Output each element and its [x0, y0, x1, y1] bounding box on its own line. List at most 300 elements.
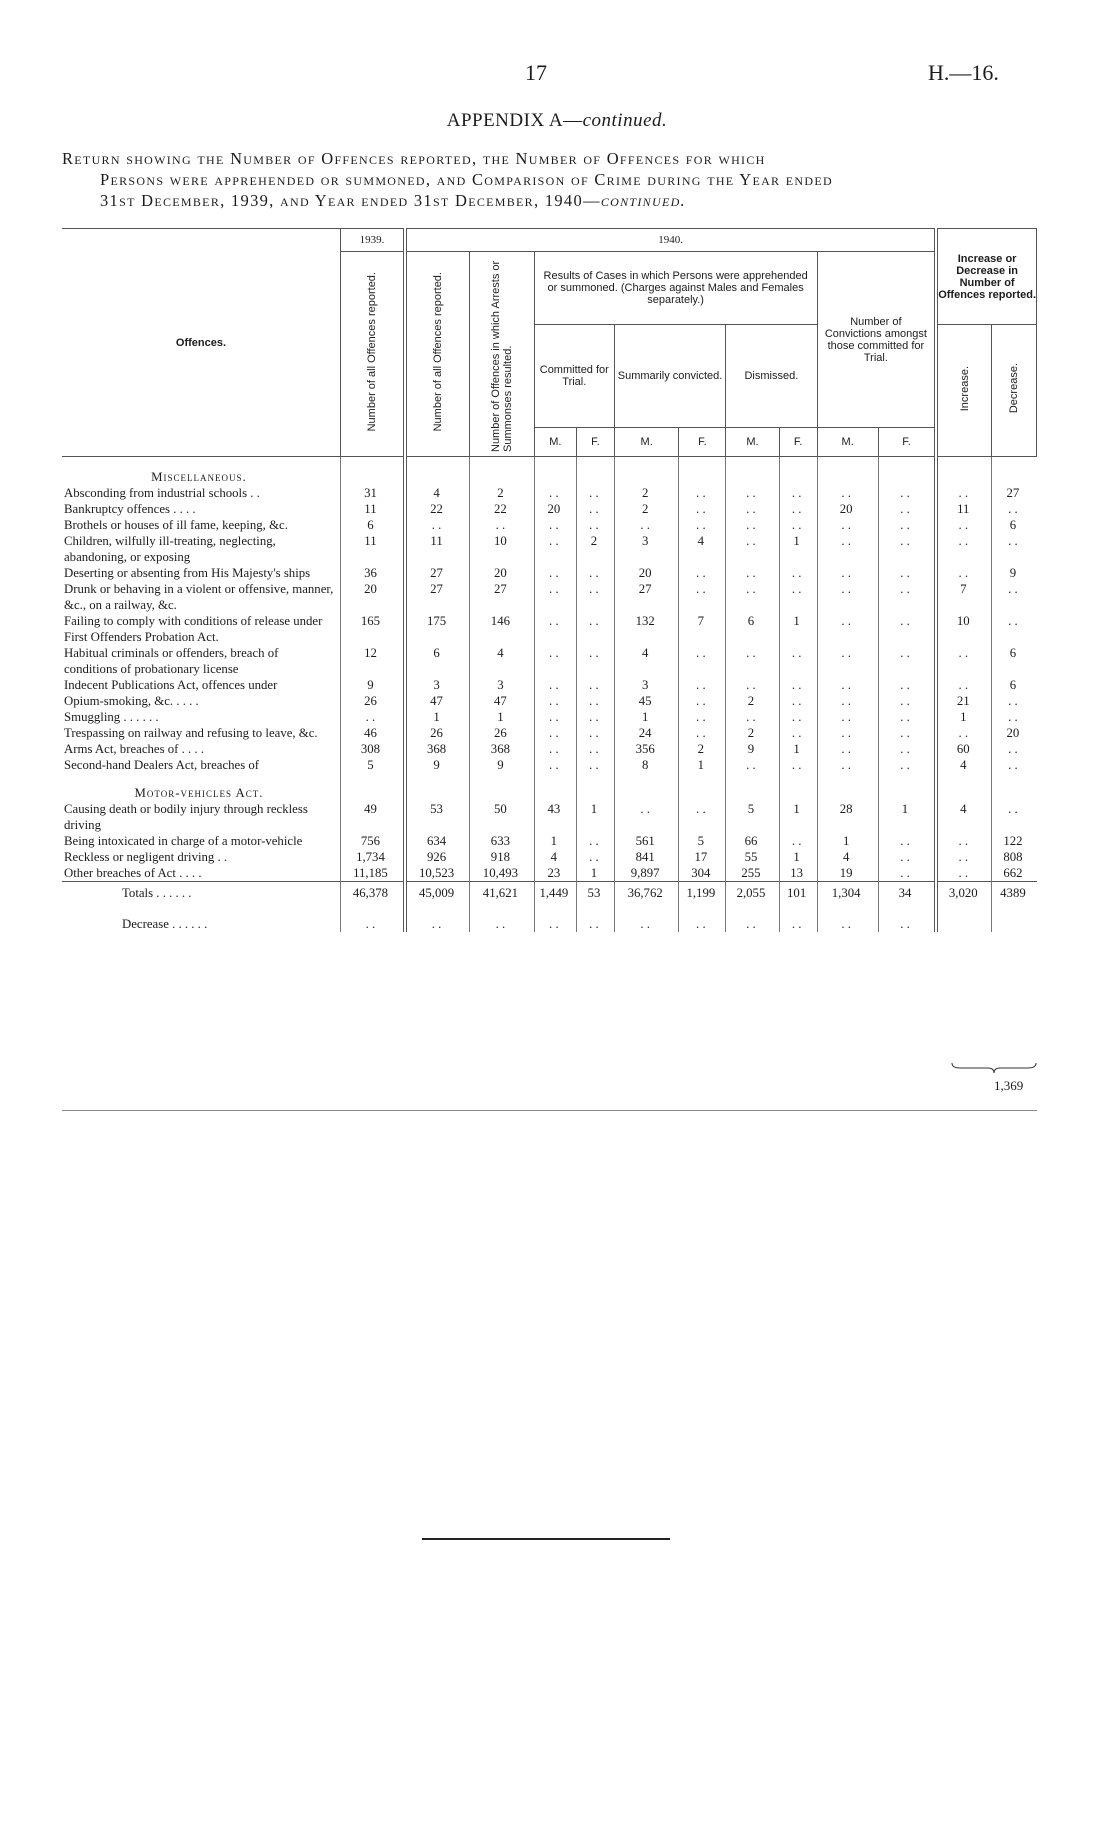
section-spacer-cell: [992, 457, 1037, 486]
cell-col-4: 1,449: [534, 882, 576, 905]
cell-col-5: 2: [577, 533, 615, 565]
heading-line-3-continued: continued.: [600, 191, 686, 210]
cell-col-1: 1,734: [340, 849, 405, 865]
cell-col-7: . .: [679, 645, 726, 677]
cell-col-10: 20: [817, 501, 878, 517]
cell-col-2: 11: [405, 533, 470, 565]
summarily-f-header: F.: [679, 428, 726, 457]
cell-col-8: 9: [726, 741, 779, 757]
cell-col-6: 3: [614, 533, 679, 565]
cell-col-4: . .: [534, 613, 576, 645]
cell-col-13: [992, 904, 1037, 932]
convictions-f-header: F.: [878, 428, 936, 457]
cell-col-3: 2: [470, 485, 535, 501]
cell-col-4: . .: [534, 709, 576, 725]
section-spacer-cell: [470, 773, 535, 801]
offence-label: Other breaches of Act . . . .: [64, 866, 202, 880]
section-header-row: [62, 773, 1037, 801]
offence-label: Reckless or negligent driving . .: [64, 850, 228, 864]
dismissed-f-header: F.: [779, 428, 817, 457]
increase-header: [936, 325, 992, 457]
cell-col-4: 23: [534, 865, 576, 882]
cell-col-3: 20: [470, 565, 535, 581]
offence-label: Children, wilfully ill-treating, neglecting, abandoning, or exposing: [64, 534, 276, 564]
table-row: [62, 613, 1037, 645]
cell-col-2: 45,009: [405, 882, 470, 905]
cell-col-9: . .: [779, 833, 817, 849]
offences-table: [62, 228, 1037, 932]
cell-col-3: 50: [470, 801, 535, 833]
cell-col-8: . .: [726, 709, 779, 725]
section-spacer-cell: [614, 457, 679, 486]
cell-col-9: 1: [779, 533, 817, 565]
cell-col-8: . .: [726, 517, 779, 533]
table-row: [62, 709, 1037, 725]
cell-col-10: . .: [817, 517, 878, 533]
cell-col-3: 27: [470, 581, 535, 613]
section-spacer-cell: [817, 457, 878, 486]
appendix-main: APPENDIX A—: [446, 110, 583, 131]
cell-col-3: 22: [470, 501, 535, 517]
cell-col-2: 27: [405, 565, 470, 581]
cell-col-12: 21: [936, 693, 992, 709]
cell-col-11: . .: [878, 865, 936, 882]
cell-col-8: . .: [726, 904, 779, 932]
cell-col-4: 43: [534, 801, 576, 833]
cell-col-2: 926: [405, 849, 470, 865]
cell-col-12: . .: [936, 565, 992, 581]
section-spacer-cell: [679, 773, 726, 801]
cell-col-10: . .: [817, 709, 878, 725]
cell-col-2: 368: [405, 741, 470, 757]
cell-col-12: . .: [936, 725, 992, 741]
cell-col-1: 308: [340, 741, 405, 757]
cell-col-6: 8: [614, 757, 679, 773]
section-spacer-cell: [340, 773, 405, 801]
cell-col-7: 1: [679, 757, 726, 773]
decrease-header: [992, 325, 1037, 457]
cell-col-12: 10: [936, 613, 992, 645]
all-offences-1939-header: [340, 252, 405, 457]
cell-col-13: . .: [992, 533, 1037, 565]
committed-header: Committed for Trial.: [534, 325, 614, 428]
increase-decrease-header: Increase or Decrease in Number of Offences reported.: [936, 229, 1036, 325]
cell-col-5: . .: [577, 501, 615, 517]
cell-col-1: 165: [340, 613, 405, 645]
cell-col-3: 146: [470, 613, 535, 645]
cell-col-8: 55: [726, 849, 779, 865]
section-spacer-cell: [534, 773, 576, 801]
cell-col-9: . .: [779, 581, 817, 613]
cell-col-13: 9: [992, 565, 1037, 581]
cell-col-10: . .: [817, 613, 878, 645]
cell-col-7: 7: [679, 613, 726, 645]
cell-col-3: 41,621: [470, 882, 535, 905]
cell-col-2: 1: [405, 709, 470, 725]
section-spacer-cell: [936, 773, 992, 801]
cell-col-2: 3: [405, 677, 470, 693]
offences-header: Offences.: [62, 229, 340, 457]
cell-col-13: . .: [992, 613, 1037, 645]
appendix-title: [0, 110, 1114, 132]
cell-col-7: . .: [679, 725, 726, 741]
cell-col-7: . .: [679, 565, 726, 581]
cell-col-10: . .: [817, 677, 878, 693]
cell-col-12: [936, 904, 992, 932]
cell-col-1: 11: [340, 533, 405, 565]
cell-col-10: 19: [817, 865, 878, 882]
section-spacer-cell: [936, 457, 992, 486]
cell-col-9: 1: [779, 613, 817, 645]
all-offences-1939-label: Number of all Offences reported.: [365, 272, 378, 432]
cell-col-1: 9: [340, 677, 405, 693]
cell-col-10: . .: [817, 741, 878, 757]
table-row: [62, 485, 1037, 501]
decrease-row: [62, 904, 1037, 932]
cell-col-6: 1: [614, 709, 679, 725]
cell-col-6: 3: [614, 677, 679, 693]
cell-col-6: 356: [614, 741, 679, 757]
cell-col-8: . .: [726, 581, 779, 613]
cell-col-10: 1: [817, 833, 878, 849]
cell-col-7: . .: [679, 801, 726, 833]
cell-col-11: . .: [878, 757, 936, 773]
cell-col-11: . .: [878, 709, 936, 725]
cell-col-9: . .: [779, 565, 817, 581]
cell-col-4: 1: [534, 833, 576, 849]
cell-col-6: 132: [614, 613, 679, 645]
cell-col-1: 11,185: [340, 865, 405, 882]
cell-col-9: 101: [779, 882, 817, 905]
section-title: Miscellaneous.: [151, 470, 247, 484]
offence-label: Indecent Publications Act, offences under: [64, 678, 278, 692]
summarily-m-header: M.: [614, 428, 679, 457]
page-number: 17: [525, 60, 547, 85]
table-row: [62, 849, 1037, 865]
cell-col-13: . .: [992, 581, 1037, 613]
cell-col-7: 17: [679, 849, 726, 865]
cell-col-12: 4: [936, 801, 992, 833]
cell-col-4: 4: [534, 849, 576, 865]
cell-col-10: 1,304: [817, 882, 878, 905]
cell-col-1: 11: [340, 501, 405, 517]
cell-col-11: . .: [878, 904, 936, 932]
cell-col-6: 27: [614, 581, 679, 613]
cell-col-5: . .: [577, 581, 615, 613]
cell-col-6: 841: [614, 849, 679, 865]
increase-label: Increase.: [958, 365, 971, 412]
cell-col-4: . .: [534, 533, 576, 565]
cell-col-4: . .: [534, 693, 576, 709]
arrests-label: Number of Offences in which Arrests or Summonses resulted.: [489, 260, 514, 452]
offence-label: Totals . . . . . .: [62, 882, 340, 905]
cell-col-6: 36,762: [614, 882, 679, 905]
cell-col-10: . .: [817, 757, 878, 773]
section-spacer-cell: [779, 773, 817, 801]
cell-col-9: . .: [779, 517, 817, 533]
cell-col-3: 1: [470, 709, 535, 725]
offence-label: Brothels or houses of ill fame, keeping, &c.: [64, 518, 288, 532]
cell-col-5: . .: [577, 565, 615, 581]
cell-col-12: 60: [936, 741, 992, 757]
offence-label: Drunk or behaving in a violent or offensive, manner, &c., on a railway, &c.: [64, 582, 334, 612]
cell-col-13: . .: [992, 757, 1037, 773]
cell-col-7: 5: [679, 833, 726, 849]
cell-col-7: . .: [679, 677, 726, 693]
cell-col-4: . .: [534, 565, 576, 581]
cell-col-3: . .: [470, 517, 535, 533]
cell-col-1: . .: [340, 904, 405, 932]
cell-col-3: 10: [470, 533, 535, 565]
cell-col-12: . .: [936, 865, 992, 882]
cell-col-12: . .: [936, 517, 992, 533]
cell-col-5: . .: [577, 645, 615, 677]
offence-label: Deserting or absenting from His Majesty's ships: [64, 566, 311, 580]
cell-col-11: 1: [878, 801, 936, 833]
table-row: [62, 581, 1037, 613]
cell-col-3: 9: [470, 757, 535, 773]
cell-col-4: . .: [534, 517, 576, 533]
cell-col-13: . .: [992, 801, 1037, 833]
cell-col-2: 22: [405, 501, 470, 517]
cell-col-2: 175: [405, 613, 470, 645]
cell-col-2: 9: [405, 757, 470, 773]
cell-col-11: . .: [878, 517, 936, 533]
table-row: [62, 865, 1037, 882]
cell-col-13: 662: [992, 865, 1037, 882]
cell-col-2: . .: [405, 517, 470, 533]
cell-col-9: . .: [779, 725, 817, 741]
cell-col-8: . .: [726, 645, 779, 677]
cell-col-9: . .: [779, 485, 817, 501]
offence-label: Smuggling . . . . . .: [64, 710, 159, 724]
cell-col-1: 5: [340, 757, 405, 773]
cell-col-11: . .: [878, 741, 936, 757]
cell-col-2: 6: [405, 645, 470, 677]
cell-col-6: 9,897: [614, 865, 679, 882]
cell-col-10: . .: [817, 565, 878, 581]
cell-col-11: 34: [878, 882, 936, 905]
cell-col-8: . .: [726, 677, 779, 693]
cell-col-2: 634: [405, 833, 470, 849]
section-spacer-cell: [405, 773, 470, 801]
cell-col-11: . .: [878, 501, 936, 517]
cell-col-5: . .: [577, 757, 615, 773]
cell-col-13: 20: [992, 725, 1037, 741]
cell-col-5: 1: [577, 865, 615, 882]
decrease-label: Decrease.: [1008, 363, 1021, 414]
cell-col-8: . .: [726, 757, 779, 773]
committed-m-header: M.: [534, 428, 576, 457]
cell-col-3: 633: [470, 833, 535, 849]
offence-label: Being intoxicated in charge of a motor-vehicle: [64, 834, 303, 848]
cell-col-13: 4389: [992, 882, 1037, 905]
cell-col-8: 255: [726, 865, 779, 882]
year-1939-header: 1939.: [340, 229, 405, 252]
convictions-header: Number of Convictions amongst those committed for Trial.: [817, 252, 936, 428]
cell-col-12: 1: [936, 709, 992, 725]
section-title: Motor-vehicles Act.: [134, 786, 264, 800]
cell-col-4: . .: [534, 904, 576, 932]
cell-col-12: 7: [936, 581, 992, 613]
table-row: [62, 693, 1037, 709]
section-spacer-cell: [534, 457, 576, 486]
cell-col-4: 20: [534, 501, 576, 517]
dismissed-m-header: M.: [726, 428, 779, 457]
cell-col-5: 53: [577, 882, 615, 905]
cell-col-1: 20: [340, 581, 405, 613]
cell-col-10: . .: [817, 904, 878, 932]
section-spacer-cell: [577, 773, 615, 801]
cell-col-6: . .: [614, 904, 679, 932]
table-row: [62, 517, 1037, 533]
offence-label: Decrease . . . . . .: [122, 917, 208, 931]
cell-col-4: . .: [534, 645, 576, 677]
cell-col-5: . .: [577, 833, 615, 849]
cell-col-11: . .: [878, 533, 936, 565]
cell-col-13: 122: [992, 833, 1037, 849]
cell-col-6: . .: [614, 801, 679, 833]
committed-f-header: F.: [577, 428, 615, 457]
cell-col-12: 11: [936, 501, 992, 517]
cell-col-8: 2: [726, 693, 779, 709]
cell-col-13: 6: [992, 517, 1037, 533]
cell-col-13: . .: [992, 693, 1037, 709]
cell-col-13: . .: [992, 501, 1037, 517]
cell-col-7: . .: [679, 581, 726, 613]
cell-col-4: . .: [534, 581, 576, 613]
cell-col-6: 2: [614, 485, 679, 501]
offence-label: Habitual criminals or offenders, breach of conditions of probationary license: [64, 646, 279, 676]
cell-col-12: 4: [936, 757, 992, 773]
cell-col-11: . .: [878, 565, 936, 581]
cell-col-1: 46,378: [340, 882, 405, 905]
dismissed-header: Dismissed.: [726, 325, 817, 428]
cell-col-13: 27: [992, 485, 1037, 501]
section-spacer-cell: [726, 773, 779, 801]
cell-col-11: . .: [878, 581, 936, 613]
cell-col-1: 756: [340, 833, 405, 849]
cell-col-10: . .: [817, 485, 878, 501]
table-body: [62, 457, 1037, 933]
table-row: [62, 725, 1037, 741]
offence-label: Second-hand Dealers Act, breaches of: [64, 758, 260, 772]
offence-label: Opium-smoking, &c. . . . .: [64, 694, 199, 708]
cell-col-11: . .: [878, 677, 936, 693]
offence-label: Bankruptcy offences . . . .: [64, 502, 196, 516]
cell-col-5: . .: [577, 725, 615, 741]
table-row: [62, 833, 1037, 849]
cell-col-5: . .: [577, 485, 615, 501]
table-bottom-rule: [62, 1110, 1037, 1111]
cell-col-7: . .: [679, 485, 726, 501]
cell-col-11: . .: [878, 485, 936, 501]
cell-col-3: 47: [470, 693, 535, 709]
net-decrease-value: 1,369: [994, 1078, 1024, 1093]
cell-col-6: 561: [614, 833, 679, 849]
cell-col-1: 49: [340, 801, 405, 833]
cell-col-4: . .: [534, 757, 576, 773]
cell-col-8: . .: [726, 501, 779, 517]
cell-col-9: . .: [779, 904, 817, 932]
cell-col-9: 1: [779, 849, 817, 865]
section-spacer-cell: [817, 773, 878, 801]
cell-col-13: . .: [992, 709, 1037, 725]
cell-col-8: . .: [726, 565, 779, 581]
table-row: [62, 801, 1037, 833]
section-spacer-cell: [878, 773, 936, 801]
cell-col-7: . .: [679, 904, 726, 932]
cell-col-7: 304: [679, 865, 726, 882]
cell-col-6: . .: [614, 517, 679, 533]
section-spacer-cell: [470, 457, 535, 486]
heading-line-3-text: 31st December, 1939, and Year ended 31st December, 1940—: [100, 191, 601, 210]
cell-col-9: 1: [779, 741, 817, 757]
cell-col-8: 2: [726, 725, 779, 741]
all-offences-1940-label: Number of all Offences reported.: [432, 272, 445, 432]
section-header-row: [62, 457, 1037, 486]
cell-col-8: . .: [726, 533, 779, 565]
cell-col-5: 1: [577, 801, 615, 833]
results-header: Results of Cases in which Persons were apprehended or summoned. (Charges against Males and Females separately.): [534, 252, 817, 325]
cell-col-6: 2: [614, 501, 679, 517]
cell-col-3: 26: [470, 725, 535, 741]
cell-col-3: 3: [470, 677, 535, 693]
offence-label: Causing death or bodily injury through reckless driving: [64, 802, 308, 832]
convictions-m-header: M.: [817, 428, 878, 457]
cell-col-10: 4: [817, 849, 878, 865]
table-row: [62, 501, 1037, 517]
cell-col-13: 6: [992, 677, 1037, 693]
cell-col-3: 918: [470, 849, 535, 865]
cell-col-7: 1,199: [679, 882, 726, 905]
cell-col-2: 47: [405, 693, 470, 709]
section-spacer-cell: [577, 457, 615, 486]
cell-col-10: . .: [817, 693, 878, 709]
table-row: [62, 533, 1037, 565]
cell-col-9: . .: [779, 645, 817, 677]
cell-col-2: 10,523: [405, 865, 470, 882]
cell-col-11: . .: [878, 613, 936, 645]
cell-col-5: . .: [577, 741, 615, 757]
cell-col-10: . .: [817, 581, 878, 613]
arrests-header: [470, 252, 535, 457]
table-row: [62, 645, 1037, 677]
cell-col-7: . .: [679, 501, 726, 517]
cell-col-2: . .: [405, 904, 470, 932]
cell-col-1: 26: [340, 693, 405, 709]
cell-col-9: 1: [779, 801, 817, 833]
cell-col-5: . .: [577, 709, 615, 725]
section-spacer-cell: [992, 773, 1037, 801]
cell-col-6: 4: [614, 645, 679, 677]
cell-col-8: 5: [726, 801, 779, 833]
cell-col-8: 66: [726, 833, 779, 849]
cell-col-5: . .: [577, 517, 615, 533]
table-row: [62, 677, 1037, 693]
cell-col-5: . .: [577, 904, 615, 932]
offence-label: Absconding from industrial schools . .: [64, 486, 260, 500]
cell-col-3: 4: [470, 645, 535, 677]
cell-col-4: . .: [534, 741, 576, 757]
cell-col-8: . .: [726, 485, 779, 501]
section-spacer-cell: [878, 457, 936, 486]
section-spacer-cell: [726, 457, 779, 486]
cell-col-12: . .: [936, 849, 992, 865]
cell-col-7: . .: [679, 709, 726, 725]
cell-col-2: 53: [405, 801, 470, 833]
cell-col-6: 45: [614, 693, 679, 709]
